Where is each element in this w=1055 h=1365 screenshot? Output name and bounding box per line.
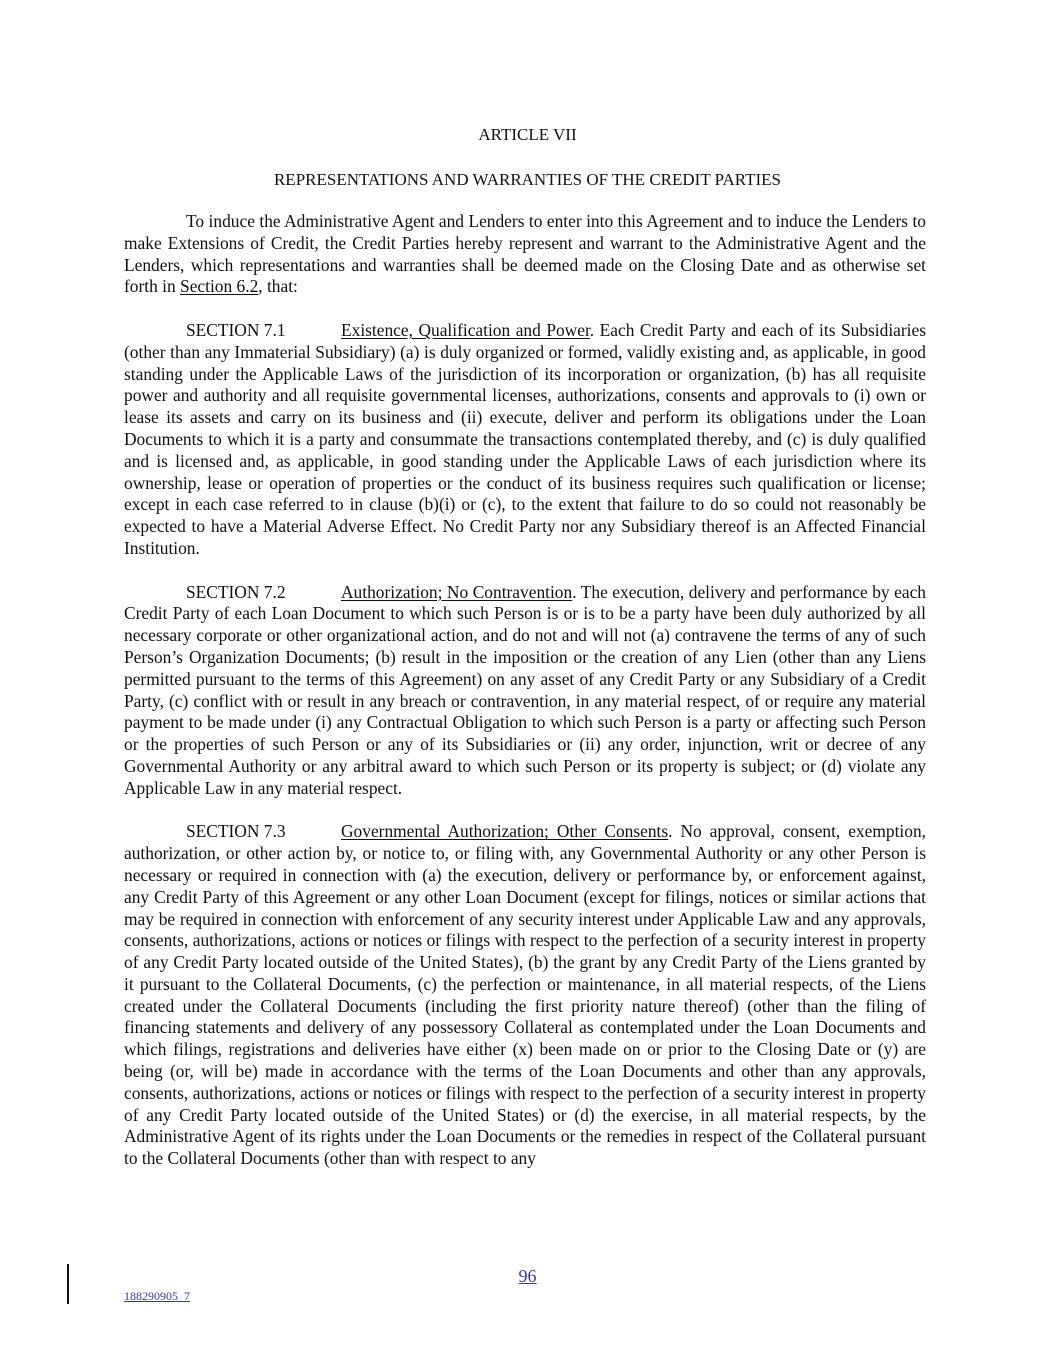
section-number: SECTION 7.3 xyxy=(186,821,286,842)
section-paragraph xyxy=(124,320,926,560)
article-title: REPRESENTATIONS AND WARRANTIES OF THE CREDIT PARTIES xyxy=(273,170,782,189)
document-body xyxy=(124,211,926,1192)
intro-text-end: , that: xyxy=(258,276,298,297)
section-6-2-reference: Section 6.2 xyxy=(180,276,259,297)
article-number: ARTICLE VII xyxy=(478,125,577,144)
section-text: . The execution, delivery and performance by each Credit Party of each Loan Document to which such Person is or is to be a party have been duly authorized by all necessary corporate or other organizational action, and do not and will not (a) contravene the terms of any of such Person’s Organization Documents; (b) result in the imposition or the creation of any Lien (other than any Liens permitted pursuant to the terms of this Agreement) on any asset of any Credit Party or any Subsidiary of a Credit Party, (c) conflict with or result in any breach or contravention, in any material respect, of or require any material payment to be made under (i) any Contractual Obligation to which such Person is a party or affecting such Person or the properties of such Person or any of its Subsidiaries or (ii) any order, injunction, writ or decree of any Governmental Authority or any arbitral award to which such Person or its property is subject; or (d) violate any Applicable Law in any material respect. xyxy=(124,581,926,798)
section-number: SECTION 7.2 xyxy=(186,581,286,602)
section-text: . No approval, consent, exemption, authorization, or other action by, or notice to, or filing with, any Governmental Authority or any other Person is necessary or required in connection with (a) the execution, delivery or performance by, or enforcement against, any Credit Party of this Agreement or any other Loan Document (except for filings, notices or similar actions that may be required in connection with enforcement of any security interest under Applicable Law and any approvals, consents, authorizations, actions or notices or filings with respect to the perfection of a security interest in property of any Credit Party located outside of the United States), (b) the grant by any Credit Party of the Liens granted by it pursuant to the Collateral Documents, (c) the perfection or maintenance, in all material respects, of the Liens created under the Collateral Documents (including the first priority nature thereof) (other than the filing of financing statements and delivery of any possessory Collateral as contemplated under the Loan Documents and which filings, registrations and deliveries have either (x) been made on or prior to the Closing Date or (y) are being (or, will be) made in accordance with the terms of the Loan Documents and other than any approvals, consents, authorizations, actions or notices or filings with respect to the perfection of a security interest in property of any Credit Party located outside of the United States) or (d) the exercise, in all material respects, by the Administrative Agent of its rights under the Loan Documents or the remedies in respect of the Collateral pursuant to the Collateral Documents (other than with respect to any xyxy=(124,821,926,1169)
document-id: 188290905_7 xyxy=(124,1289,190,1303)
revision-margin-bar xyxy=(67,1264,69,1304)
section-paragraph xyxy=(124,582,926,800)
section-text: . Each Credit Party and each of its Subsidiaries (other than any Immaterial Subsidiary) (a) is duly organized or formed, validly existing and, as applicable, in good standing under the Applicable Laws of the jurisdiction of its incorporation or organization, (b) has all requisite power and authority and all requisite governmental licenses, authorizations, consents and approvals to (i) own or lease its assets and carry on its business and (ii) execute, deliver and perform its obligations under the Loan Documents to which it is a party and consummate the transactions contemplated thereby, and (c) is duly qualified and is licensed and, as applicable, in good standing under the Applicable Laws of each jurisdiction where its ownership, lease or operation of properties or the conduct of its business requires such qualification or license; except in each case referred to in clause (b)(i) or (c), to the extent that failure to do so could not reasonably be expected to have a Material Adverse Effect. No Credit Party nor any Subsidiary thereof is an Affected Financial Institution. xyxy=(124,319,926,558)
section-paragraph xyxy=(124,821,926,1170)
page-number: 96 xyxy=(518,1266,537,1286)
section-heading: Existence, Qualification and Power xyxy=(341,319,590,340)
section-number: SECTION 7.1 xyxy=(186,319,286,340)
intro-paragraph xyxy=(124,211,926,298)
intro-text: To induce the Administrative Agent and Lenders to enter into this Agreement and to induce the Lenders to make Extensions of Credit, the Credit Parties hereby represent and warrant to the Administrative Agent and the Lenders, which representations and warranties shall be deemed made on the Closing Date and as otherwise set forth in xyxy=(124,211,926,297)
section-heading: Governmental Authorization; Other Consents xyxy=(341,821,669,842)
section-heading: Authorization; No Contravention xyxy=(341,581,573,602)
